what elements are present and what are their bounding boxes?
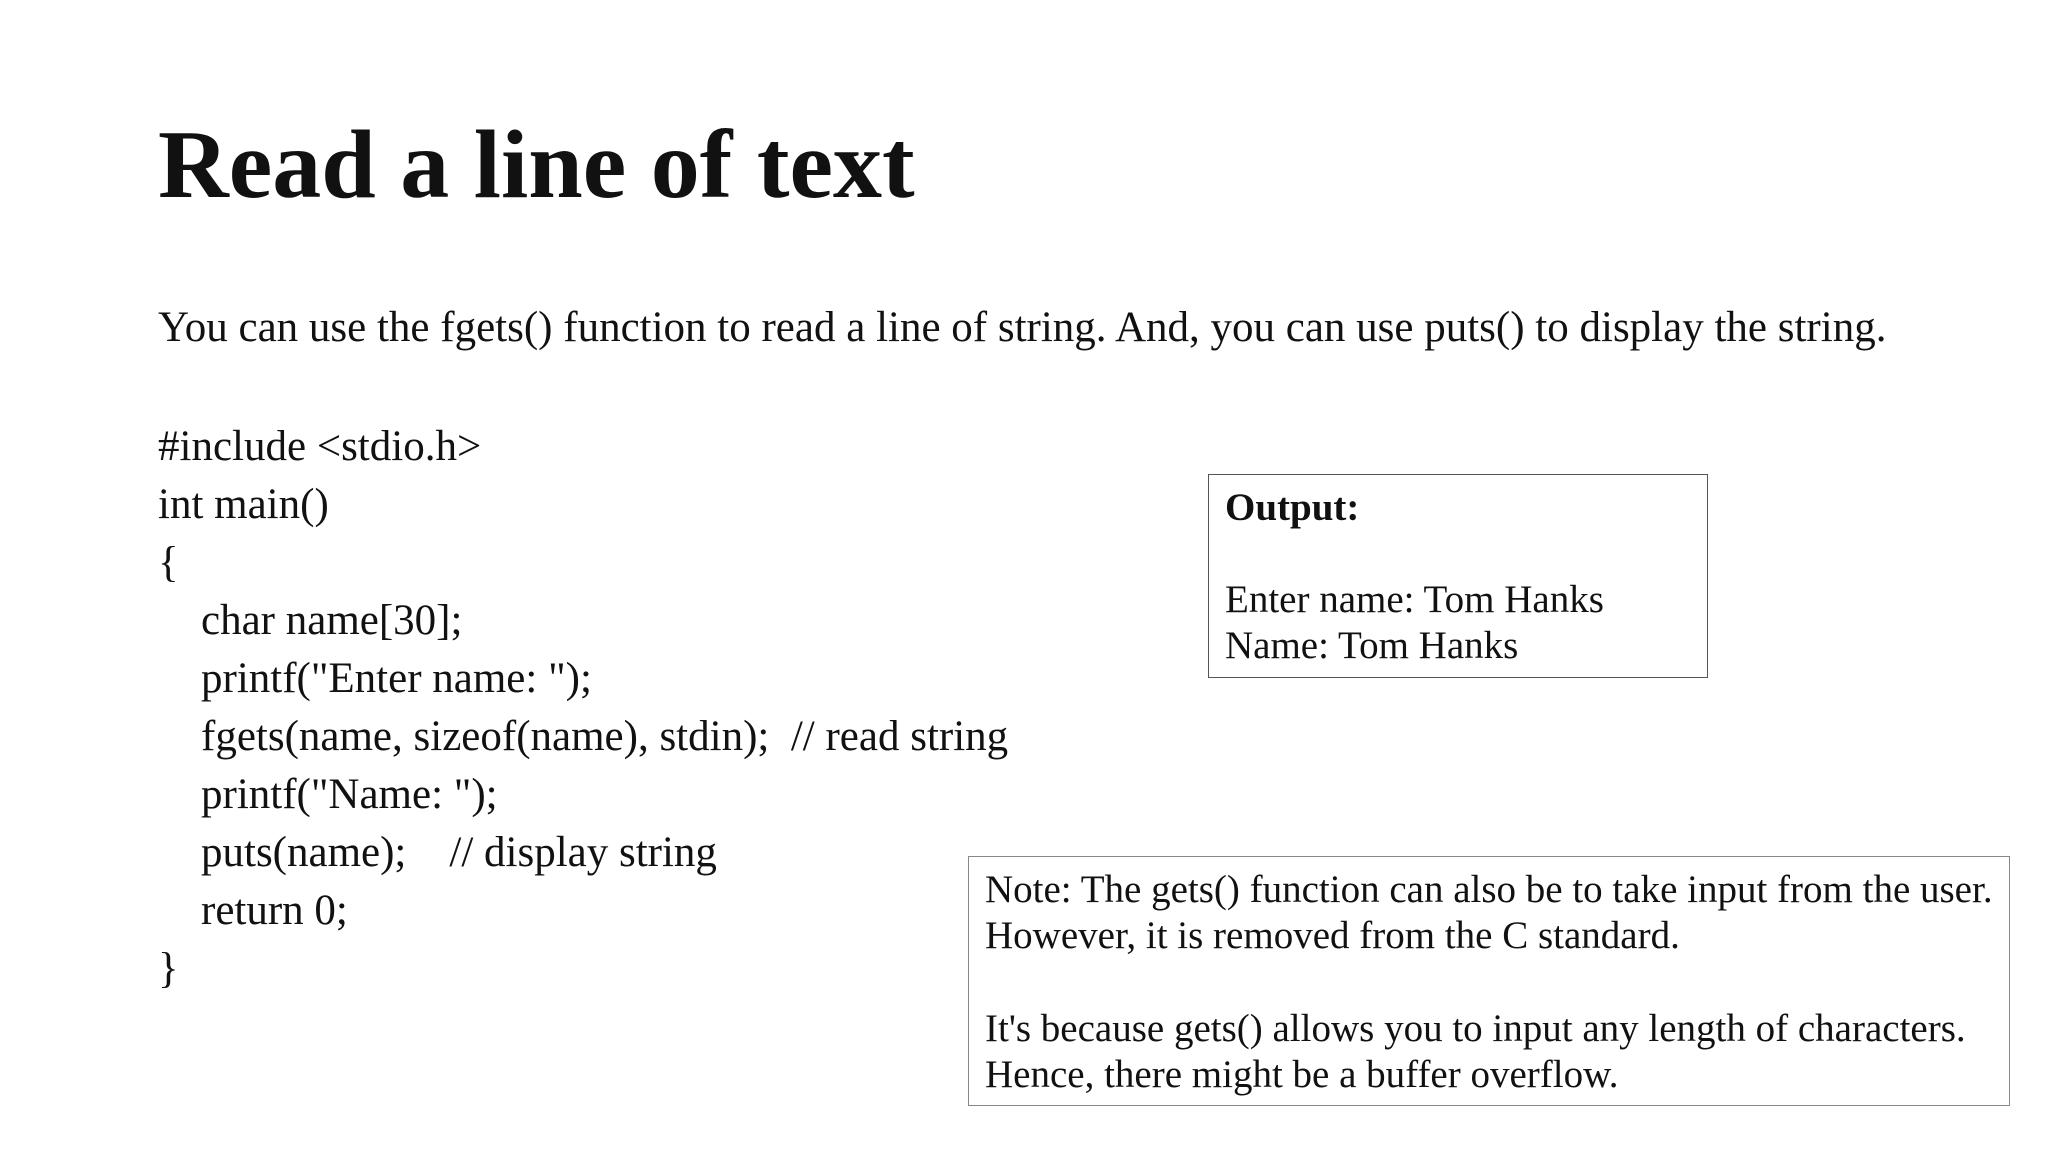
code-line: } (158, 945, 179, 992)
note-gap (985, 959, 1993, 1006)
code-line: puts(name); // display string (201, 829, 717, 876)
spacer (1225, 532, 1691, 577)
code-line: #include <stdio.h> (158, 423, 482, 470)
note-line: Hence, there might be a buffer overflow. (985, 1053, 1619, 1096)
note-line: It's because gets() allows you to input any length of characters. (985, 1007, 1966, 1050)
note-box (968, 856, 2010, 1106)
code-line: { (158, 539, 179, 586)
code-line: return 0; (201, 887, 348, 934)
intro-text: You can use the fgets() function to read a line of string. And, you can use puts() to display the string. (158, 304, 1887, 351)
code-line: printf("Name: "); (201, 771, 498, 818)
output-line: Enter name: Tom Hanks (1225, 577, 1604, 621)
slide-title: Read a line of text (158, 111, 915, 219)
code-line: fgets(name, sizeof(name), stdin); // read string (201, 713, 1009, 760)
code-line: char name[30]; (201, 597, 463, 644)
note-line: Note: The gets() function can also be to take input from the user. (985, 868, 1993, 911)
code-block (158, 418, 1008, 998)
code-line: printf("Enter name: "); (201, 655, 592, 702)
output-box (1208, 474, 1708, 678)
code-line: int main() (158, 481, 329, 528)
output-title: Output: (1225, 486, 1360, 529)
note-line: However, it is removed from the C standard. (985, 914, 1680, 957)
output-line: Name: Tom Hanks (1225, 623, 1519, 667)
